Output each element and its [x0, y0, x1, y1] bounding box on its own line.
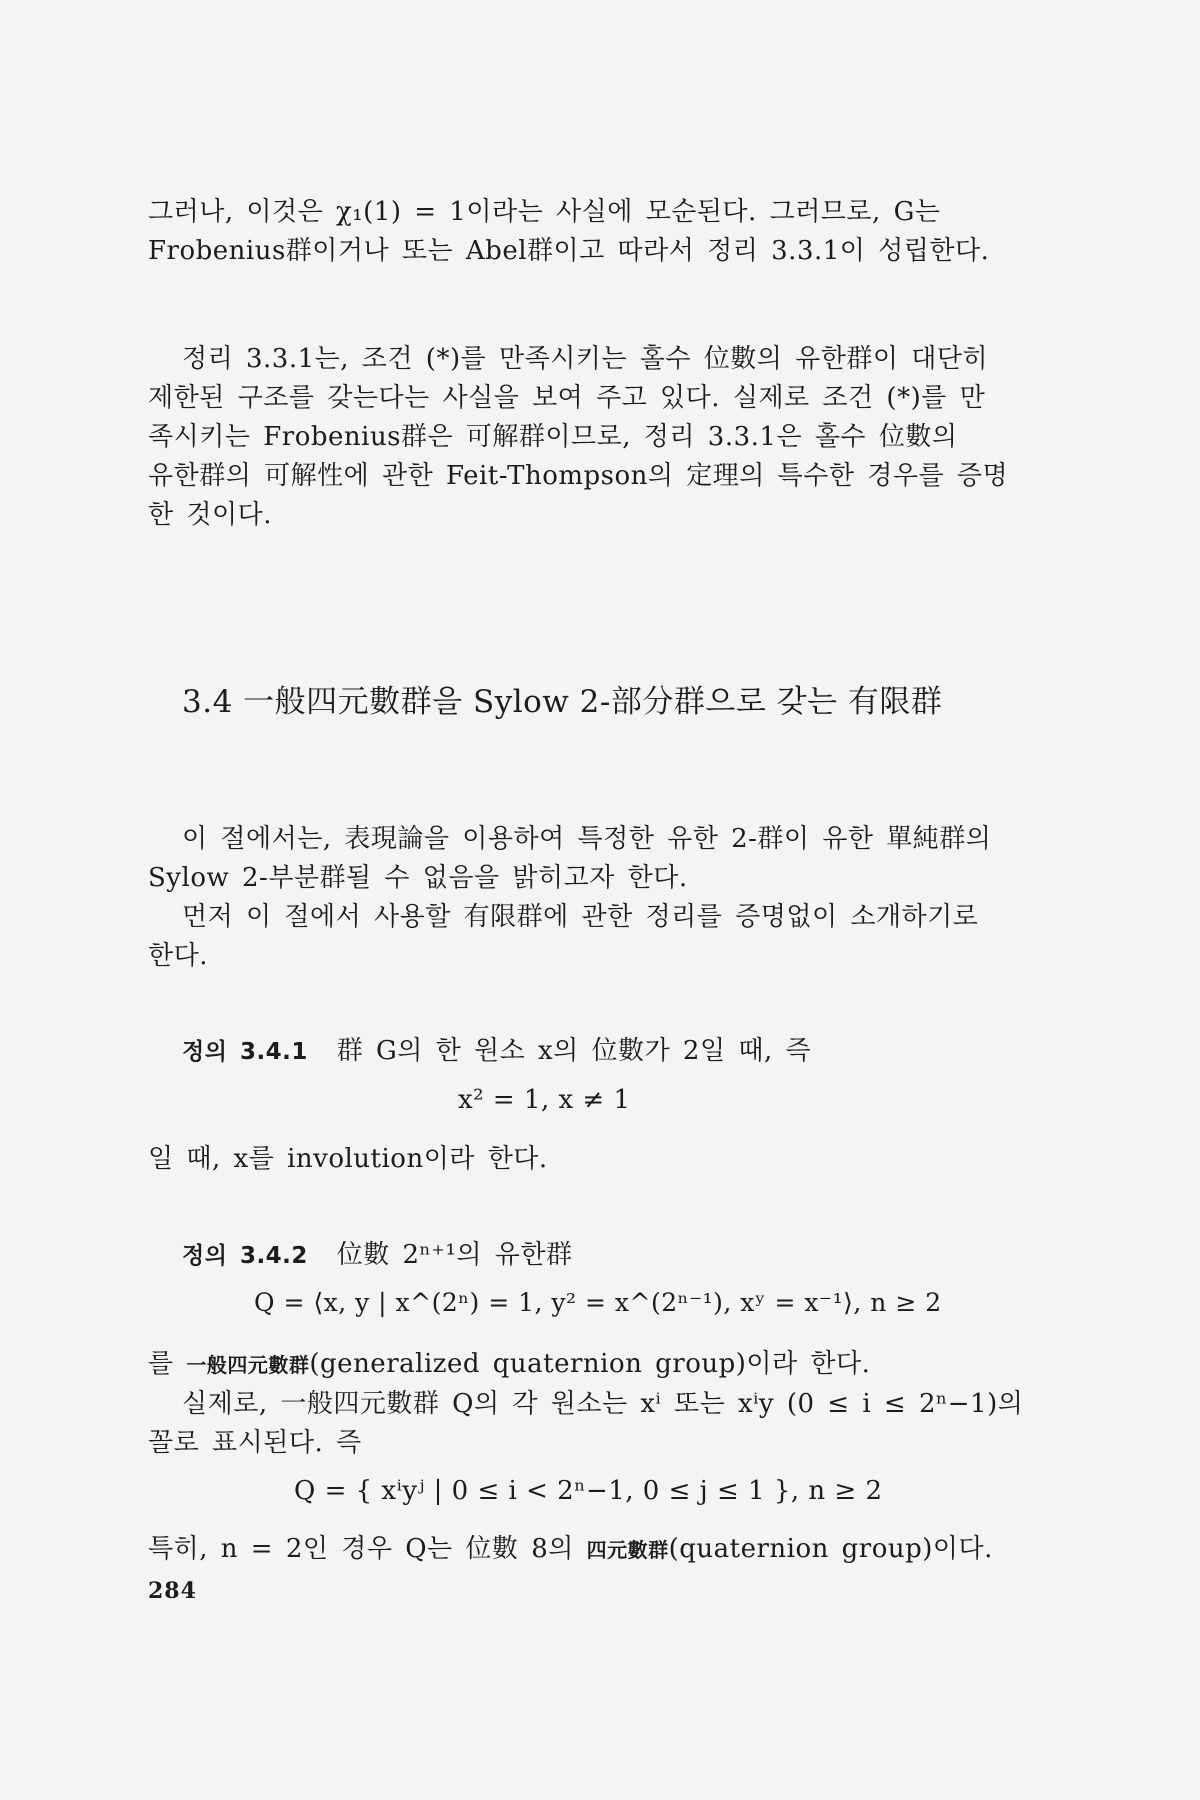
definition-text: 位數 2ⁿ⁺¹의 유한群: [336, 1240, 573, 1270]
text-line: 한다.: [148, 941, 208, 971]
text-line: 정리 3.3.1는, 조건 (*)를 만족시키는 홀수 位數의 유한群이 대단히: [182, 344, 989, 374]
definition-text: 群 G의 한 원소 x의 位數가 2일 때, 즉: [336, 1036, 812, 1066]
text-fragment: 특히, n = 2인 경우 Q는 位數 8의: [148, 1534, 574, 1564]
definition-1-conclusion: [148, 1140, 1038, 1179]
definition-2-body: [148, 1345, 1038, 1463]
text-fragment: 를: [148, 1349, 174, 1379]
definition-2: [148, 1236, 1038, 1276]
text-fragment: (generalized quaternion group)이라 한다.: [309, 1349, 871, 1379]
term-bold: 一般四元數群: [186, 1353, 310, 1377]
text-line: 족시키는 Frobenius群은 可解群이므로, 정리 3.3.1은 홀수 位數의: [148, 422, 958, 452]
definition-heading-line: [148, 1236, 1038, 1276]
page-number: 284: [148, 1578, 197, 1604]
remark-paragraph: [148, 340, 1038, 535]
term-bold: 四元數群: [586, 1538, 669, 1562]
text-line: [148, 1345, 1038, 1385]
text-line: 그러나, 이것은 χ₁(1) = 1이라는 사실에 모순된다. 그러므로, G는: [148, 197, 941, 227]
definition-2-formula: Q = ⟨x, y | x^(2ⁿ) = 1, y² = x^(2ⁿ⁻¹), xʸ = x⁻¹⟩, n ≥ 2: [254, 1288, 942, 1317]
definition-label: 정의 3.4.1: [182, 1039, 308, 1065]
text-line: 꼴로 표시된다. 즉: [148, 1428, 362, 1458]
definition-1: [148, 1032, 1038, 1072]
text-line: [148, 1530, 1038, 1570]
text-fragment: (quaternion group)이다.: [668, 1534, 993, 1564]
book-page: [148, 0, 1038, 1800]
definition-2-final: [148, 1530, 1038, 1570]
text-line: 일 때, x를 involution이라 한다.: [148, 1144, 548, 1174]
definition-label: 정의 3.4.2: [182, 1243, 308, 1269]
section-heading: 3.4 一般四元數群을 Sylow 2-部分群으로 갖는 有限群: [182, 684, 943, 720]
intro-paragraph: [148, 193, 1038, 271]
text-line: 이 절에서는, 表現論을 이용하여 특정한 유한 2-群이 유한 單純群의: [182, 824, 992, 854]
section-intro-paragraph: [148, 820, 1038, 976]
text-line: 한 것이다.: [148, 500, 272, 530]
definition-2-formula-set: Q = { xⁱyʲ | 0 ≤ i < 2ⁿ−1, 0 ≤ j ≤ 1 }, n ≥ 2: [294, 1476, 883, 1506]
text-line: Frobenius群이거나 또는 Abel群이고 따라서 정리 3.3.1이 성립한다.: [148, 236, 990, 266]
text-line: 유한群의 可解性에 관한 Feit-Thompson의 定理의 특수한 경우를 증명: [148, 461, 1009, 491]
definition-1-formula: x² = 1, x ≠ 1: [458, 1085, 631, 1115]
text-line: 먼저 이 절에서 사용할 有限群에 관한 정리를 증명없이 소개하기로: [182, 902, 979, 932]
definition-heading-line: [148, 1032, 1038, 1072]
text-line: Sylow 2-부분群될 수 없음을 밝히고자 한다.: [148, 863, 688, 893]
text-line: 제한된 구조를 갖는다는 사실을 보여 주고 있다. 실제로 조건 (*)를 만: [148, 383, 986, 413]
text-line: 실제로, 一般四元數群 Q의 각 원소는 xⁱ 또는 xⁱy (0 ≤ i ≤ 2ⁿ−1)의: [182, 1389, 1024, 1419]
